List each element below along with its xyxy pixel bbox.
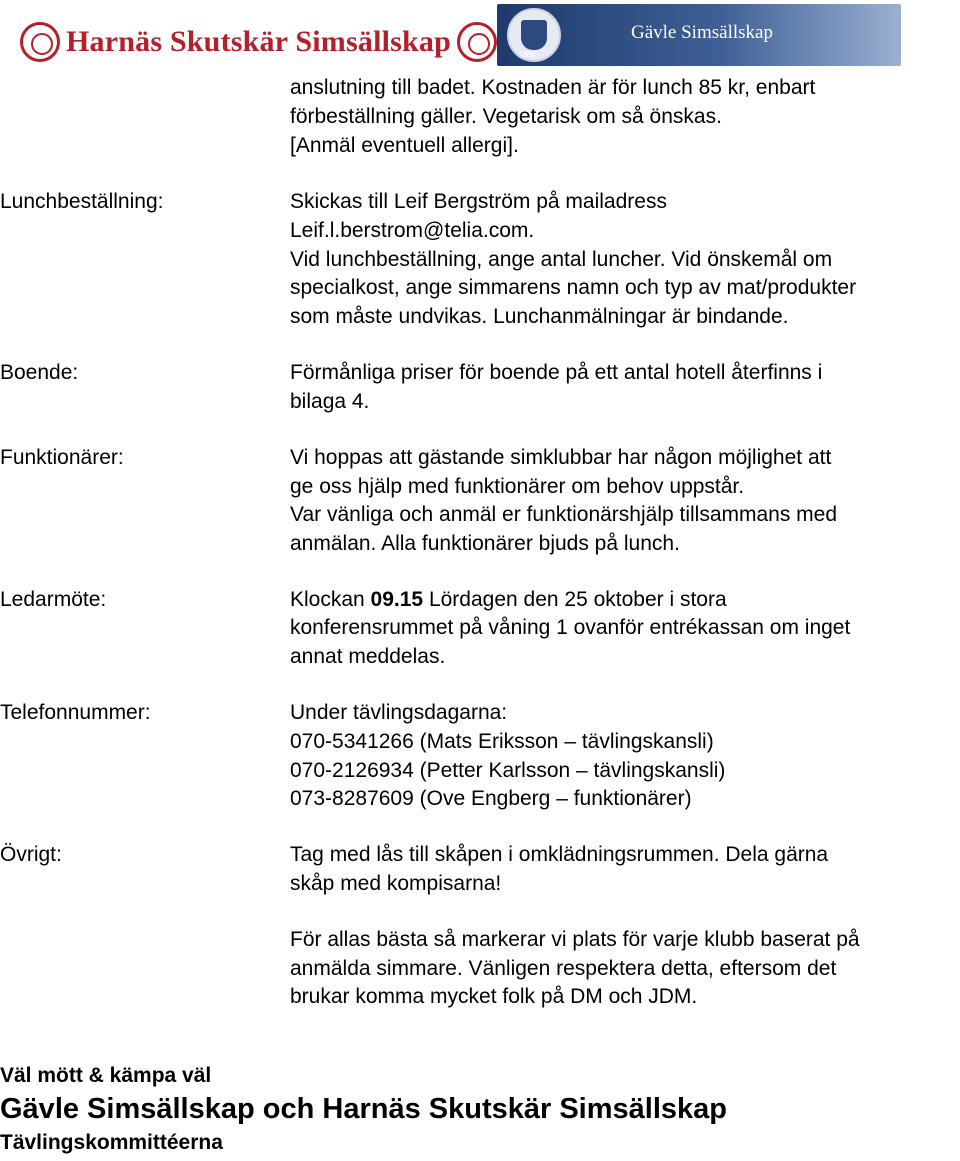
telefon-line-2: 070-5341266 (Mats Eriksson – tävlingskansli) [290, 730, 714, 753]
lunch-line-4: specialkost, ange simmarens namn och typ av mat/produkter [290, 276, 857, 299]
ledarmote-suffix: Lördagen den 25 oktober i stora [423, 588, 727, 611]
lunch-email: Leif.l.berstrom@telia.com. [290, 219, 535, 242]
ledarmote-line-1 [290, 586, 727, 615]
page-header [0, 0, 960, 70]
ovrigt-line-1: Tag med lås till skåpen i omklädningsrummen. Dela gärna [290, 843, 829, 866]
lunch-line-3: Vid lunchbeställning, ange antal luncher. Vid önskemål om [290, 248, 833, 271]
footer-greeting: Väl mött & kämpa väl [0, 1064, 212, 1087]
telefon-label: Telefonnummer: [0, 701, 151, 724]
intro-line-1: anslutning till badet. Kostnaden är för lunch 85 kr, enbart [290, 76, 816, 99]
ledarmote-label: Ledarmöte: [0, 588, 107, 611]
footer-clubs: Gävle Simsällskap och Harnäs Skutskär Simsällskap [0, 1093, 727, 1125]
funktionarer-line-1: Vi hoppas att gästande simklubbar har någon möjlighet att [290, 446, 832, 469]
harnas-logo-text: Harnäs Skutskär Simsällskap [66, 25, 451, 58]
lunch-line-1: Skickas till Leif Bergström på mailadress [290, 190, 667, 213]
harnas-seal-icon-right [457, 22, 497, 62]
ovrigt-extra-1: För allas bästa så markerar vi plats för varje klubb baserat på [290, 928, 860, 951]
gavle-seal-year: 1888 [519, 50, 535, 59]
telefon-line-4: 073-8287609 (Ove Engberg – funktionärer) [290, 787, 692, 810]
ovrigt-line-2: skåp med kompisarna! [290, 872, 502, 895]
lunch-label: Lunchbeställning: [0, 190, 164, 213]
boende-line-2: bilaga 4. [290, 390, 370, 413]
boende-label: Boende: [0, 361, 79, 384]
telefon-line-3: 070-2126934 (Petter Karlsson – tävlingskansli) [290, 759, 726, 782]
funktionarer-label: Funktionärer: [0, 446, 124, 469]
funktionarer-line-4: anmälan. Alla funktionärer bjuds på lunch. [290, 532, 680, 555]
funktionarer-line-3: Var vänliga och anmäl er funktionärshjälp tillsammans med [290, 503, 838, 526]
ledarmote-line-2: konferensrummet på våning 1 ovanför entrékassan om inget [290, 616, 851, 639]
boende-line-1: Förmånliga priser för boende på ett antal hotell återfinns i [290, 361, 823, 384]
ovrigt-extra-3: brukar komma mycket folk på DM och JDM. [290, 985, 698, 1008]
footer-committee: Tävlingskommittéerna [0, 1131, 223, 1154]
gavle-logo-banner [497, 4, 901, 66]
telefon-line-1: Under tävlingsdagarna: [290, 701, 508, 724]
harnas-seal-icon [20, 22, 60, 62]
harnas-logo [20, 18, 497, 66]
intro-line-3: [Anmäl eventuell allergi]. [290, 134, 519, 157]
lunch-line-5: som måste undvikas. Lunchanmälningar är bindande. [290, 305, 789, 328]
gavle-logo-text: Gävle Simsällskap [631, 22, 773, 43]
ovrigt-label: Övrigt: [0, 843, 62, 866]
ledarmote-time: 09.15 [370, 588, 424, 611]
ledarmote-line-3: annat meddelas. [290, 645, 446, 668]
ovrigt-extra-2: anmälda simmare. Vänligen respektera detta, eftersom det [290, 957, 837, 980]
funktionarer-line-2: ge oss hjälp med funktionärer om behov uppstår. [290, 475, 745, 498]
intro-line-2: förbeställning gäller. Vegetarisk om så önskas. [290, 105, 722, 128]
ledarmote-prefix: Klockan [290, 588, 371, 611]
